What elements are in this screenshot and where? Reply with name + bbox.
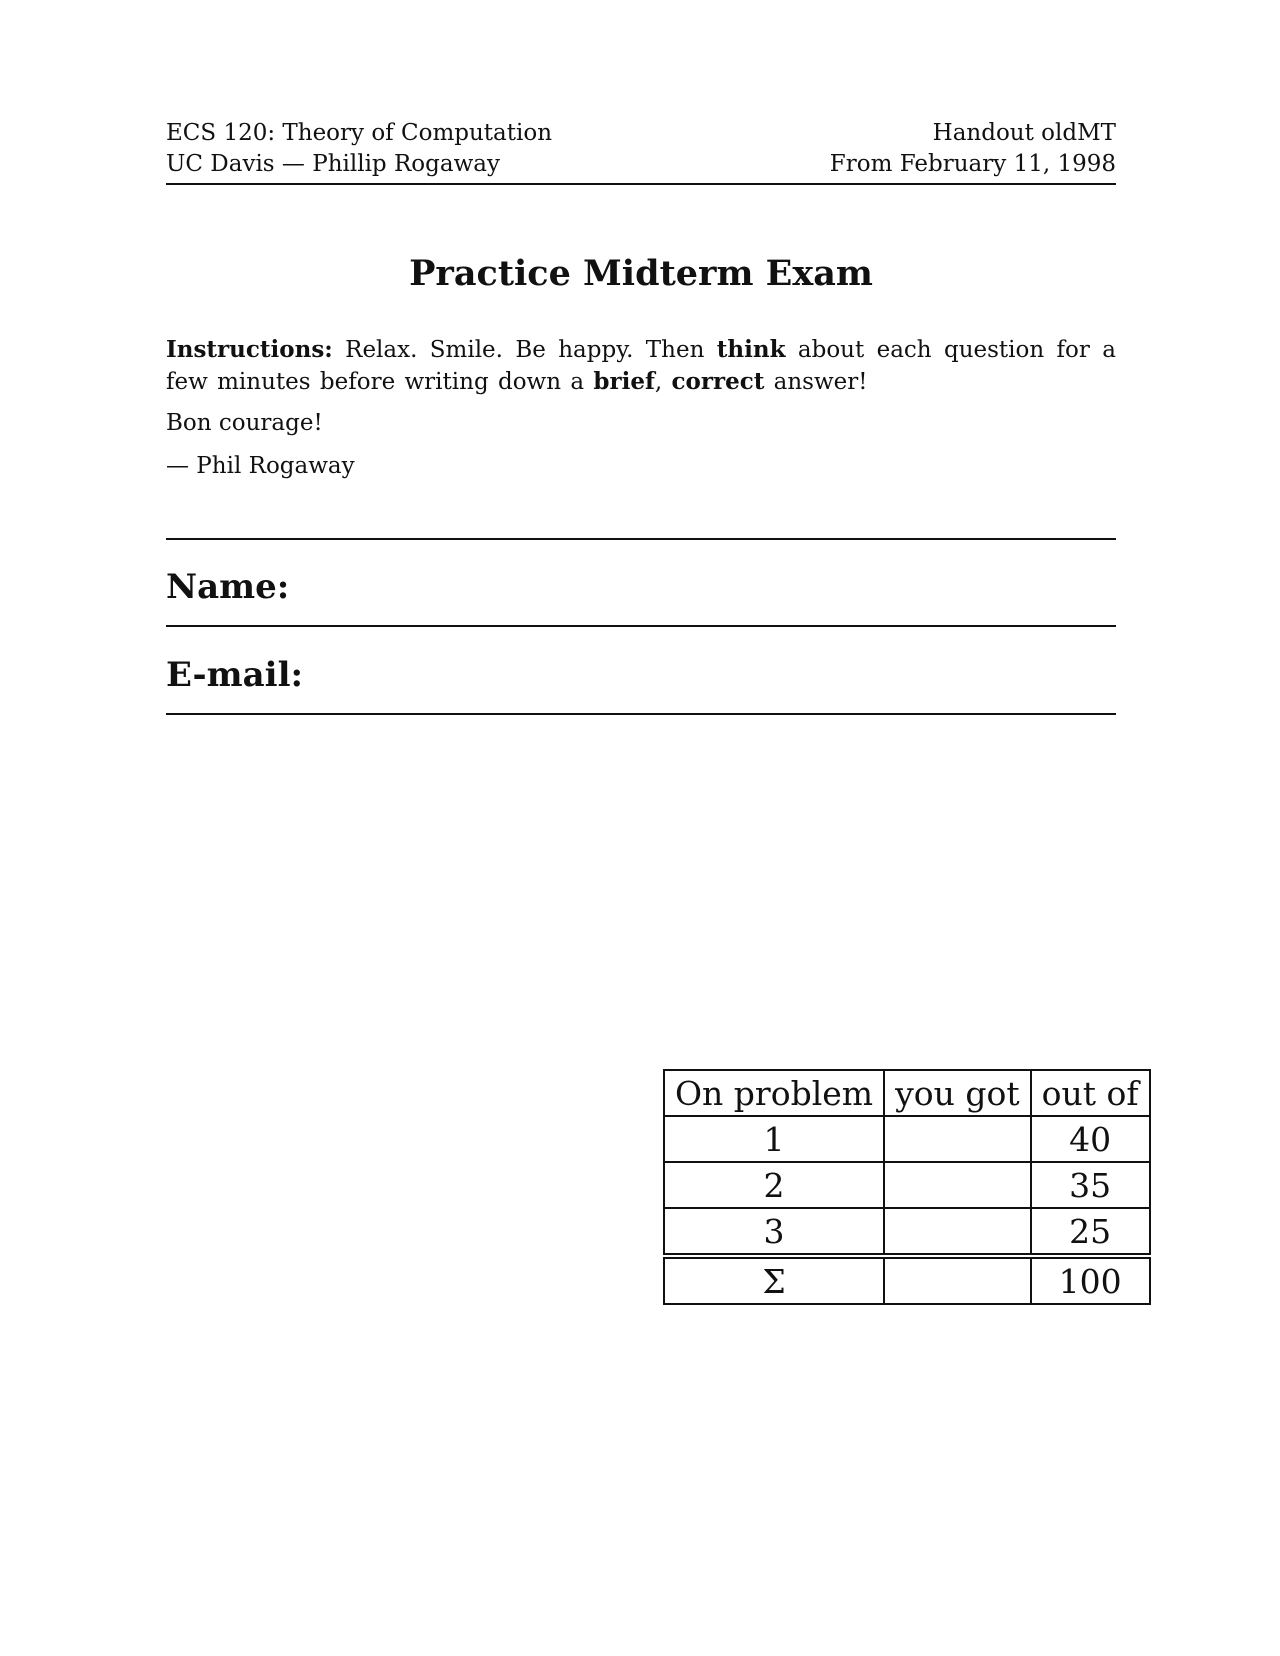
email-label: E-mail:	[166, 655, 304, 695]
score-cell[interactable]	[884, 1116, 1031, 1162]
header-rule	[166, 183, 1116, 185]
score-cell[interactable]	[884, 1162, 1031, 1208]
score-table-header-row	[664, 1070, 1150, 1116]
score-cell[interactable]	[884, 1208, 1031, 1256]
page-header	[166, 118, 1116, 180]
total-max-score: 100	[1031, 1256, 1150, 1304]
header-out-of: out of	[1031, 1070, 1150, 1116]
max-score: 40	[1031, 1116, 1150, 1162]
max-score: 35	[1031, 1162, 1150, 1208]
handout-id: Handout oldMT	[932, 120, 1116, 146]
problem-number: 2	[664, 1162, 884, 1208]
header-on-problem: On problem	[664, 1070, 884, 1116]
email-answer-line[interactable]	[166, 713, 1116, 715]
handout-date: From February 11, 1998	[829, 151, 1116, 177]
problem-number: 1	[664, 1116, 884, 1162]
table-row	[664, 1162, 1150, 1208]
instructions-bold-correct: correct	[671, 368, 765, 395]
table-row	[664, 1116, 1150, 1162]
signature: — Phil Rogaway	[166, 453, 355, 479]
header-row-top	[166, 118, 1116, 149]
total-score-cell[interactable]	[884, 1256, 1031, 1304]
problem-number: 3	[664, 1208, 884, 1256]
closing-text: Bon courage!	[166, 410, 323, 436]
instructor-line: UC Davis — Phillip Rogaway	[166, 151, 500, 177]
instructions-text-1: Relax. Smile. Be happy. Then	[332, 337, 717, 363]
instructions-label: Instructions:	[166, 336, 333, 363]
course-title: ECS 120: Theory of Computation	[166, 120, 553, 146]
name-answer-line[interactable]	[166, 625, 1116, 627]
header-you-got: you got	[884, 1070, 1031, 1116]
instructions-bold-brief: brief	[593, 368, 655, 395]
total-row	[664, 1256, 1150, 1304]
name-label: Name:	[166, 567, 290, 607]
instructions-paragraph	[166, 334, 1116, 398]
table-row	[664, 1208, 1150, 1256]
sum-symbol: Σ	[664, 1256, 884, 1304]
instructions-text-3: ,	[654, 369, 672, 395]
max-score: 25	[1031, 1208, 1150, 1256]
score-table	[663, 1069, 1151, 1305]
rule-above-name	[166, 538, 1116, 540]
instructions-bold-think: think	[716, 336, 786, 363]
header-row-bottom	[166, 149, 1116, 180]
instructions-text-2: about each question for a few minutes before writing down a	[166, 337, 1116, 395]
instructions-text-4: answer!	[764, 369, 868, 395]
page-title: Practice Midterm Exam	[409, 253, 873, 294]
